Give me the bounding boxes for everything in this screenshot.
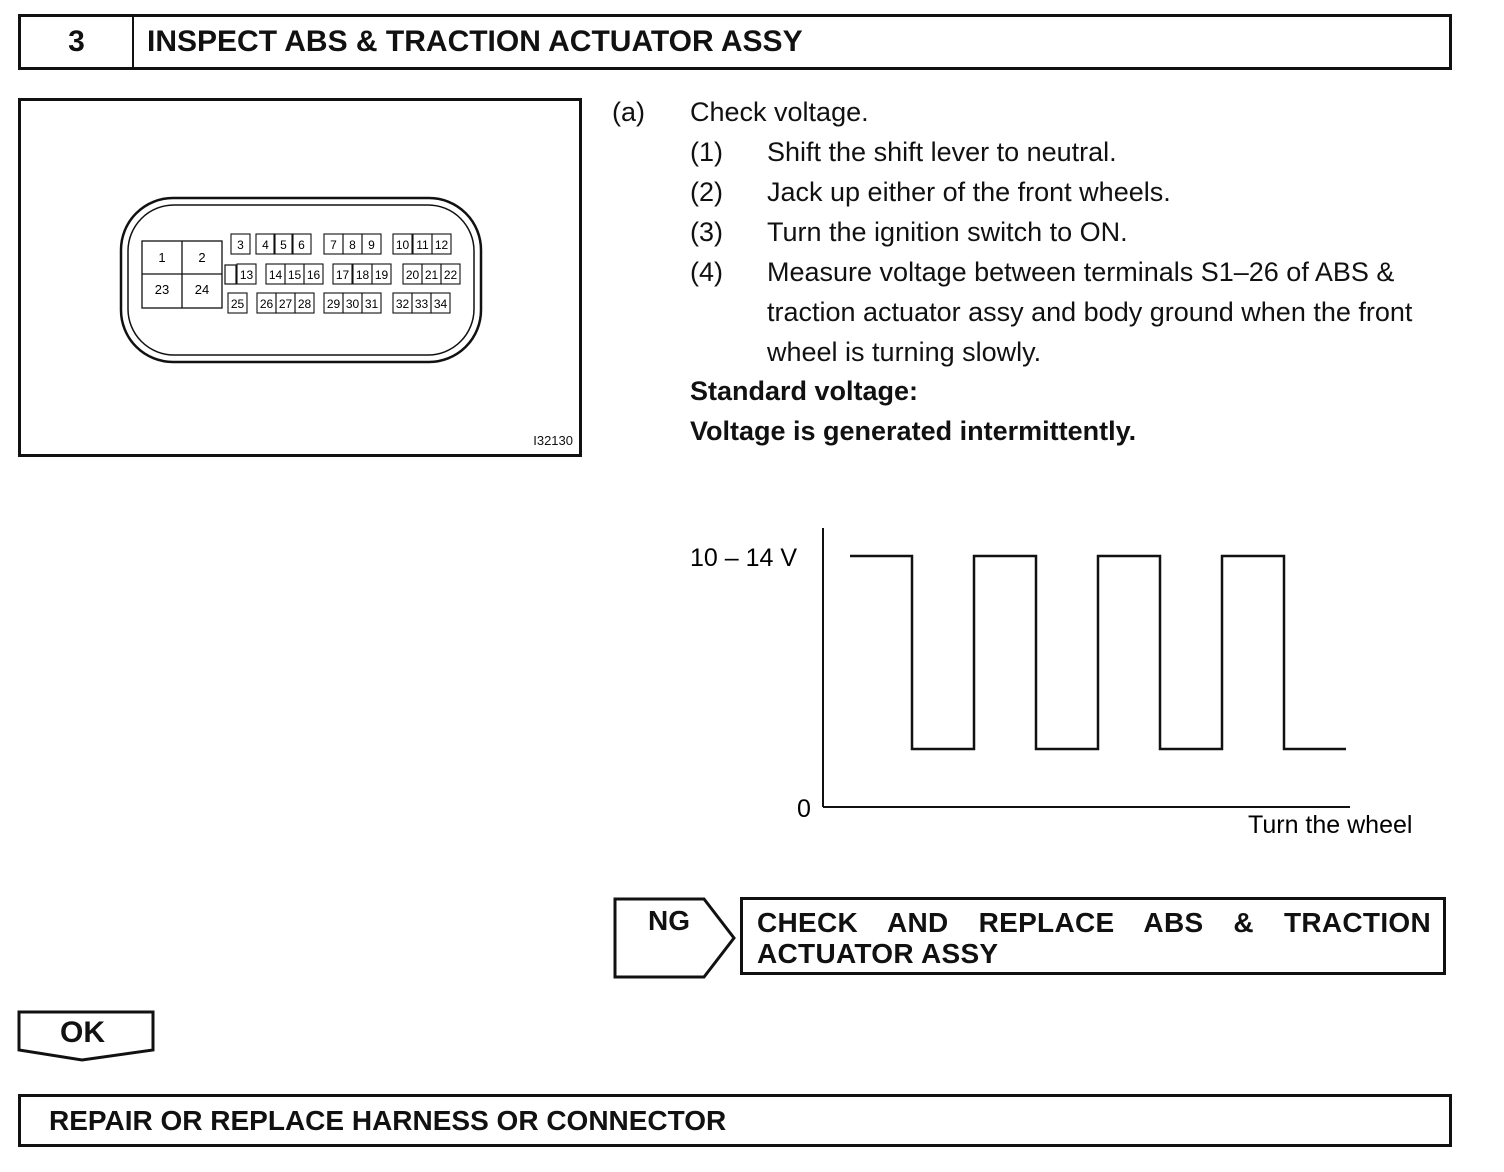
terminal-label: 31 [364,297,379,311]
step-text: Measure voltage between terminals S1–26 of ABS & traction actuator assy and body ground when the front wheel is turning slowly. [767,257,1413,367]
ng-action-box [740,897,1446,975]
zero-label: 0 [797,795,811,823]
terminal-label: 28 [297,297,312,311]
terminal-label: 22 [443,268,458,282]
terminal-label: 30 [345,297,360,311]
terminal-label: 14 [268,268,283,282]
step-text: Shift the shift lever to neutral. [767,137,1117,167]
step-title: INSPECT ABS & TRACTION ACTUATOR ASSY [147,25,803,58]
x-axis-label: Turn the wheel [1248,811,1413,839]
terminal-label: 12 [434,238,449,252]
terminal-label: 8 [349,238,356,252]
ok-label: OK [60,1016,105,1049]
terminal-label: 1 [158,250,166,265]
standard-value: Voltage is generated intermittently. [690,416,1137,446]
terminal-label: 4 [262,238,269,252]
step-num: (2) [690,177,723,207]
voltage-waveform [670,520,1450,850]
high-voltage-label: 10 – 14 V [690,544,798,572]
terminal-label: 34 [433,297,448,311]
figure-code: I32130 [533,433,573,448]
terminal-label: 2 [198,250,206,265]
terminal-label: 26 [259,297,274,311]
connector-figure [18,98,582,457]
terminal-label: 15 [287,268,302,282]
terminal-label: 23 [154,282,170,297]
terminal-label: 18 [355,268,370,282]
terminal-label: 6 [298,238,305,252]
step-header [18,14,1452,70]
terminal-label: 9 [368,238,375,252]
connector-diagram [21,101,579,454]
terminal-label: 20 [405,268,420,282]
terminal-label: 7 [330,238,337,252]
terminal-label: 13 [239,268,254,282]
small-terminal-grid [228,234,460,313]
terminal-label: 27 [278,297,293,311]
step-num: (1) [690,137,723,167]
repair-box [18,1094,1452,1147]
ng-label: NG [648,905,690,936]
standard-label: Standard voltage: [690,376,919,406]
step-num: (4) [690,257,723,287]
terminal-label: 5 [280,238,287,252]
terminal-label: 33 [414,297,429,311]
waveform-line [850,556,1346,749]
terminal-label: 29 [326,297,341,311]
terminal-label: 19 [374,268,389,282]
repair-text: REPAIR OR REPLACE HARNESS OR CONNECTOR [49,1104,727,1136]
terminal-label: 25 [230,297,245,311]
terminal-label: 32 [395,297,410,311]
step-num: (3) [690,217,723,247]
step-text: Jack up either of the front wheels. [767,177,1171,207]
terminal-label: 24 [194,282,210,297]
terminal-label: 17 [335,268,350,282]
instruction-a-label: (a) [612,97,645,127]
ng-action-text: CHECK AND REPLACE ABS & TRACTION ACTUATOR ASSY [757,907,1431,969]
terminal-label: 11 [416,238,429,252]
connector-lock-tab [225,265,236,284]
instruction-a-text: Check voltage. [690,97,869,127]
step-number: 3 [21,17,134,67]
step-text: Turn the ignition switch to ON. [767,217,1128,247]
terminal-label: 10 [395,238,410,252]
terminal-label: 16 [306,268,321,282]
terminal-label: 21 [424,268,439,282]
terminal-label: 3 [237,238,244,252]
